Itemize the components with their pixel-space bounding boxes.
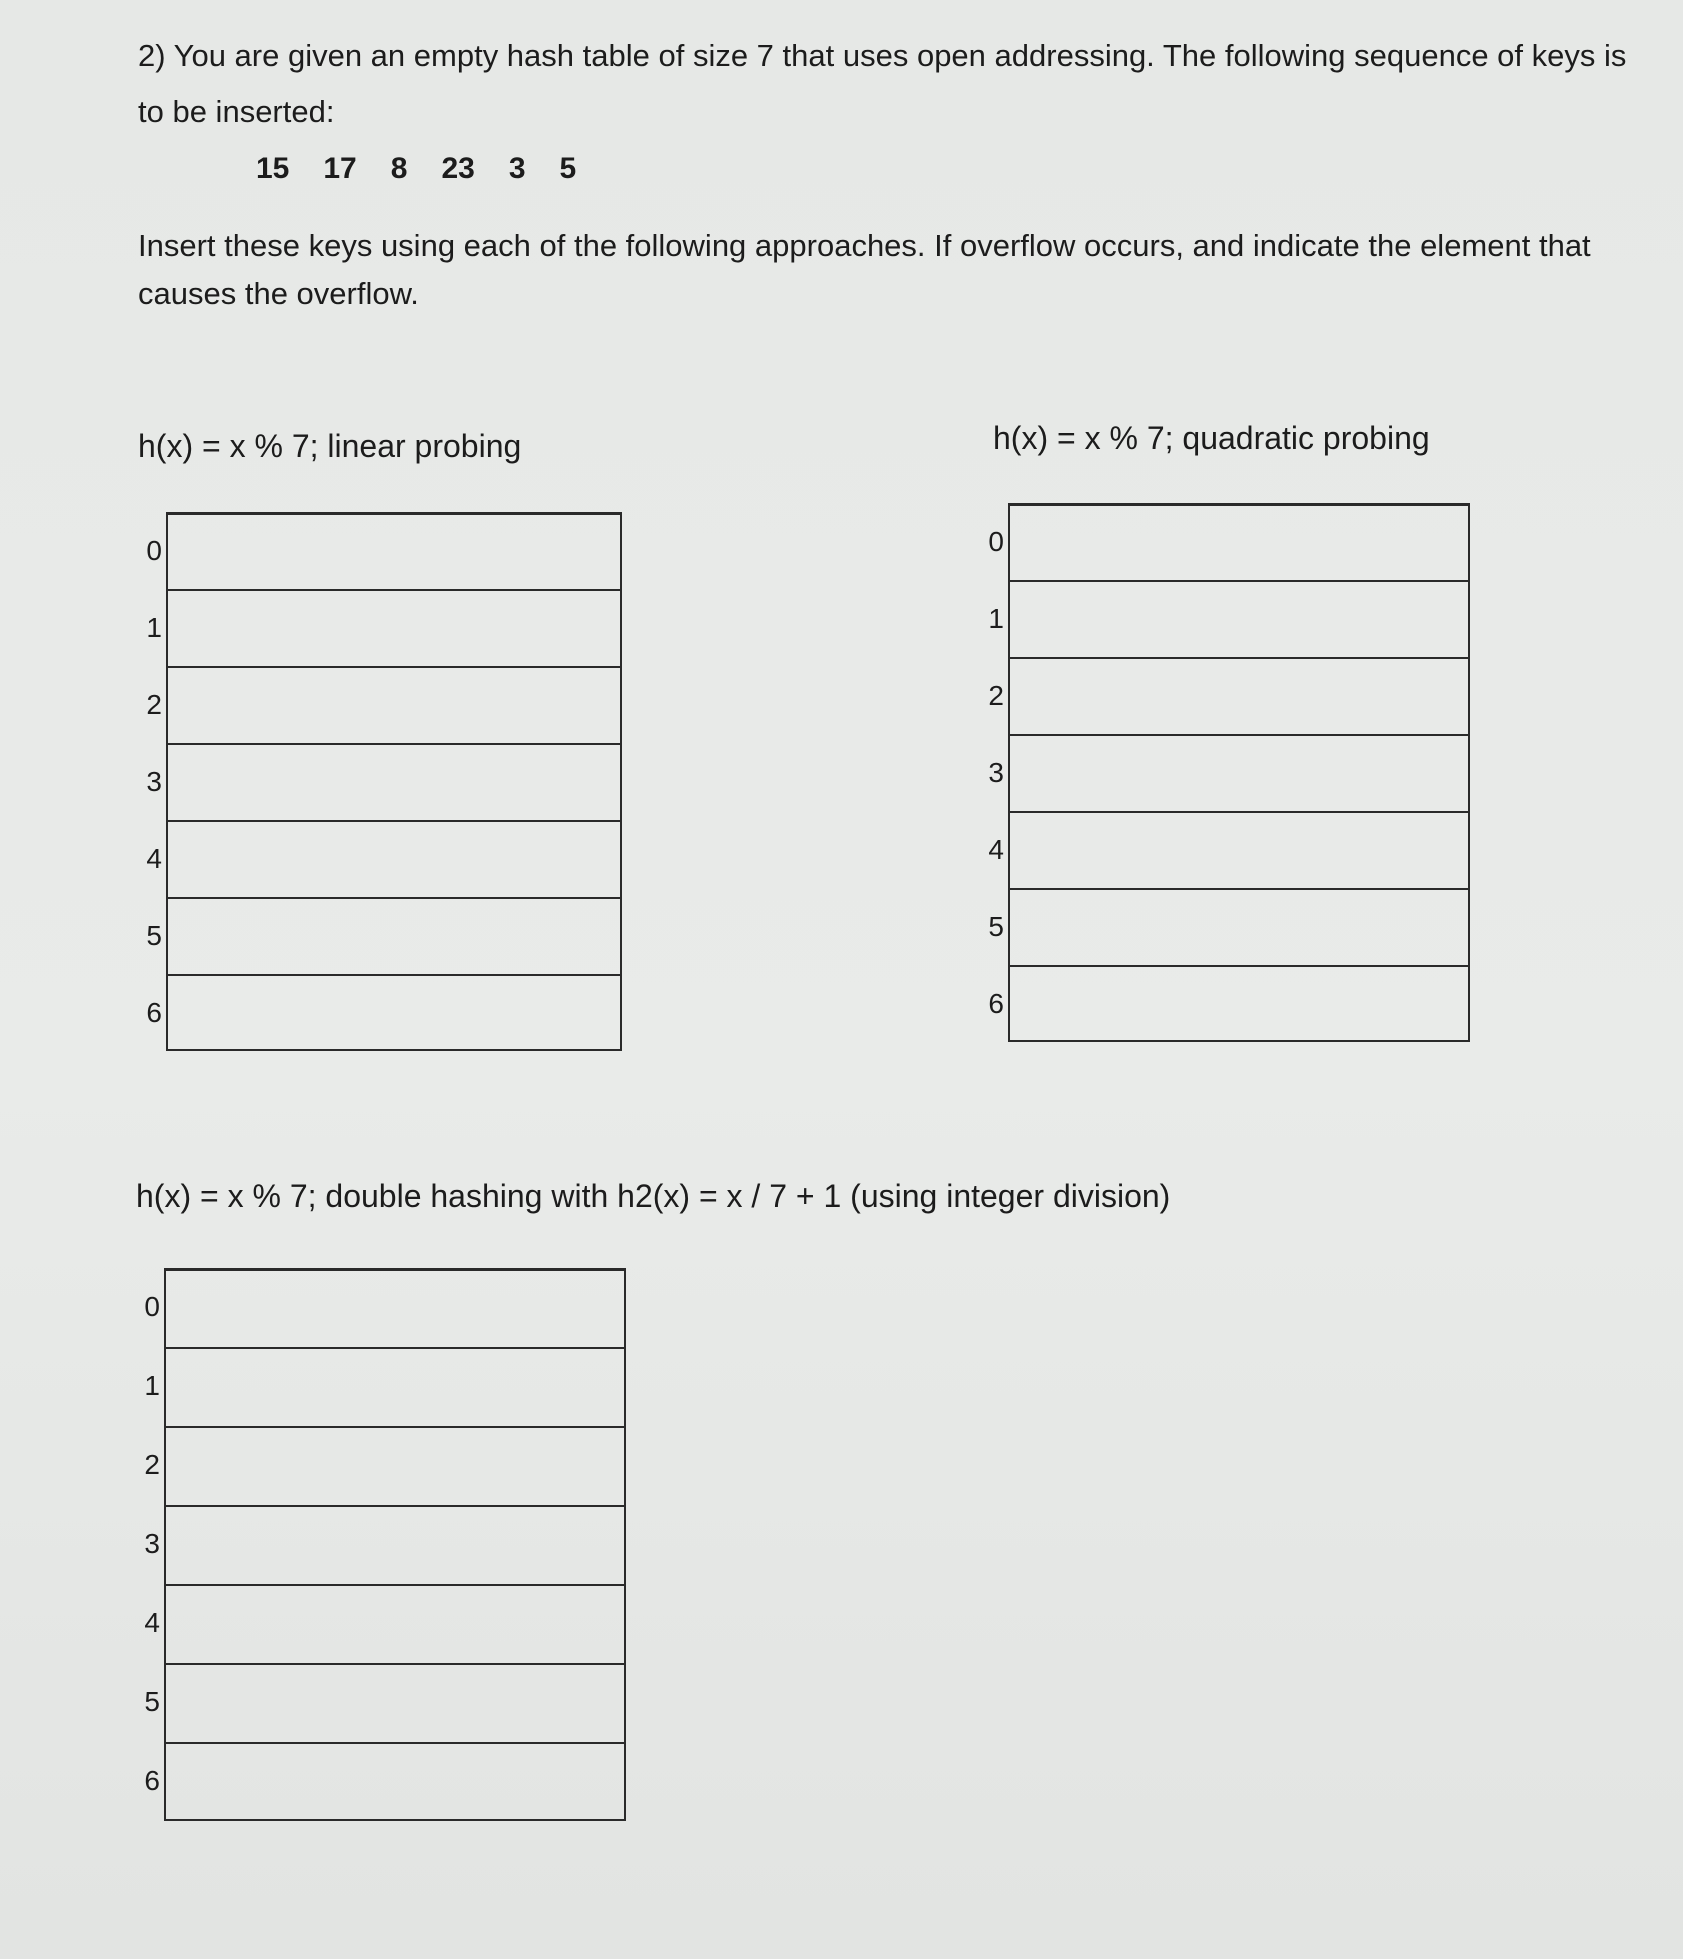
slot-cell[interactable] xyxy=(1008,580,1470,657)
table-row xyxy=(144,1663,626,1742)
key-sequence xyxy=(256,152,610,186)
slot-cell[interactable] xyxy=(166,743,622,820)
slot-cell[interactable] xyxy=(166,897,622,974)
table-row xyxy=(146,666,622,743)
slot-index: 6 xyxy=(988,988,1004,1019)
slot-index: 4 xyxy=(146,843,162,874)
table-row xyxy=(146,512,622,589)
slot-index: 5 xyxy=(988,911,1004,942)
slot-cell[interactable] xyxy=(166,512,622,589)
question-text: 2) You are given an empty hash table of size 7 that uses open addressing. The following sequence of keys is to be inserted: xyxy=(138,38,1627,129)
table-row xyxy=(988,734,1470,811)
slot-index: 2 xyxy=(144,1449,160,1480)
slot-index: 4 xyxy=(988,834,1004,865)
slot-cell[interactable] xyxy=(164,1268,626,1347)
slot-index: 4 xyxy=(144,1607,160,1638)
slot-index: 5 xyxy=(146,920,162,951)
double-hashing-title: h(x) = x % 7; double hashing with h2(x) = x / 7 + 1 (using integer division) xyxy=(136,1178,1171,1214)
table-row xyxy=(144,1742,626,1821)
key-item: 8 xyxy=(390,152,408,185)
table-row xyxy=(988,888,1470,965)
slot-cell[interactable] xyxy=(164,1663,626,1742)
table-row xyxy=(144,1505,626,1584)
quadratic-probing-title: h(x) = x % 7; quadratic probing xyxy=(993,420,1430,456)
slot-index: 3 xyxy=(988,757,1004,788)
slot-index: 0 xyxy=(146,535,162,566)
slot-index: 1 xyxy=(146,612,162,643)
slot-index: 1 xyxy=(144,1370,160,1401)
table-row xyxy=(144,1268,626,1347)
key-item: 3 xyxy=(508,152,526,185)
table-row xyxy=(144,1347,626,1426)
key-item: 15 xyxy=(256,152,290,185)
slot-cell[interactable] xyxy=(164,1584,626,1663)
table-row xyxy=(144,1426,626,1505)
slot-index: 0 xyxy=(988,526,1004,557)
slot-cell[interactable] xyxy=(1008,888,1470,965)
slot-cell[interactable] xyxy=(1008,965,1470,1042)
slot-cell[interactable] xyxy=(164,1426,626,1505)
slot-index: 1 xyxy=(988,603,1004,634)
slot-index: 3 xyxy=(144,1528,160,1559)
table-row xyxy=(144,1584,626,1663)
slot-index: 6 xyxy=(146,997,162,1028)
slot-cell[interactable] xyxy=(1008,503,1470,580)
slot-cell[interactable] xyxy=(164,1347,626,1426)
linear-probing-table xyxy=(146,512,622,1051)
slot-index: 2 xyxy=(146,689,162,720)
slot-cell[interactable] xyxy=(166,820,622,897)
quadratic-probing-table xyxy=(988,503,1470,1042)
slot-cell[interactable] xyxy=(164,1742,626,1821)
slot-index: 6 xyxy=(144,1765,160,1796)
key-item: 23 xyxy=(441,152,475,185)
double-hashing-table xyxy=(144,1268,626,1821)
slot-cell[interactable] xyxy=(1008,811,1470,888)
linear-probing-title: h(x) = x % 7; linear probing xyxy=(138,428,522,464)
slot-cell[interactable] xyxy=(164,1505,626,1584)
slot-index: 0 xyxy=(144,1291,160,1322)
table-row xyxy=(988,657,1470,734)
table-row xyxy=(146,743,622,820)
slot-index: 3 xyxy=(146,766,162,797)
slot-index: 2 xyxy=(988,680,1004,711)
table-row xyxy=(988,965,1470,1042)
slot-cell[interactable] xyxy=(166,589,622,666)
slot-index: 5 xyxy=(144,1686,160,1717)
key-item: 5 xyxy=(559,152,577,185)
table-row xyxy=(146,974,622,1051)
slot-cell[interactable] xyxy=(1008,657,1470,734)
slot-cell[interactable] xyxy=(166,666,622,743)
instructions-text: Insert these keys using each of the following approaches. If overflow occurs, and indicate the element that causes the overflow. xyxy=(138,228,1591,311)
table-row xyxy=(146,897,622,974)
key-item: 17 xyxy=(323,152,357,185)
slot-cell[interactable] xyxy=(1008,734,1470,811)
table-row xyxy=(988,580,1470,657)
table-row xyxy=(146,820,622,897)
slot-cell[interactable] xyxy=(166,974,622,1051)
table-row xyxy=(988,811,1470,888)
table-row xyxy=(146,589,622,666)
table-row xyxy=(988,503,1470,580)
